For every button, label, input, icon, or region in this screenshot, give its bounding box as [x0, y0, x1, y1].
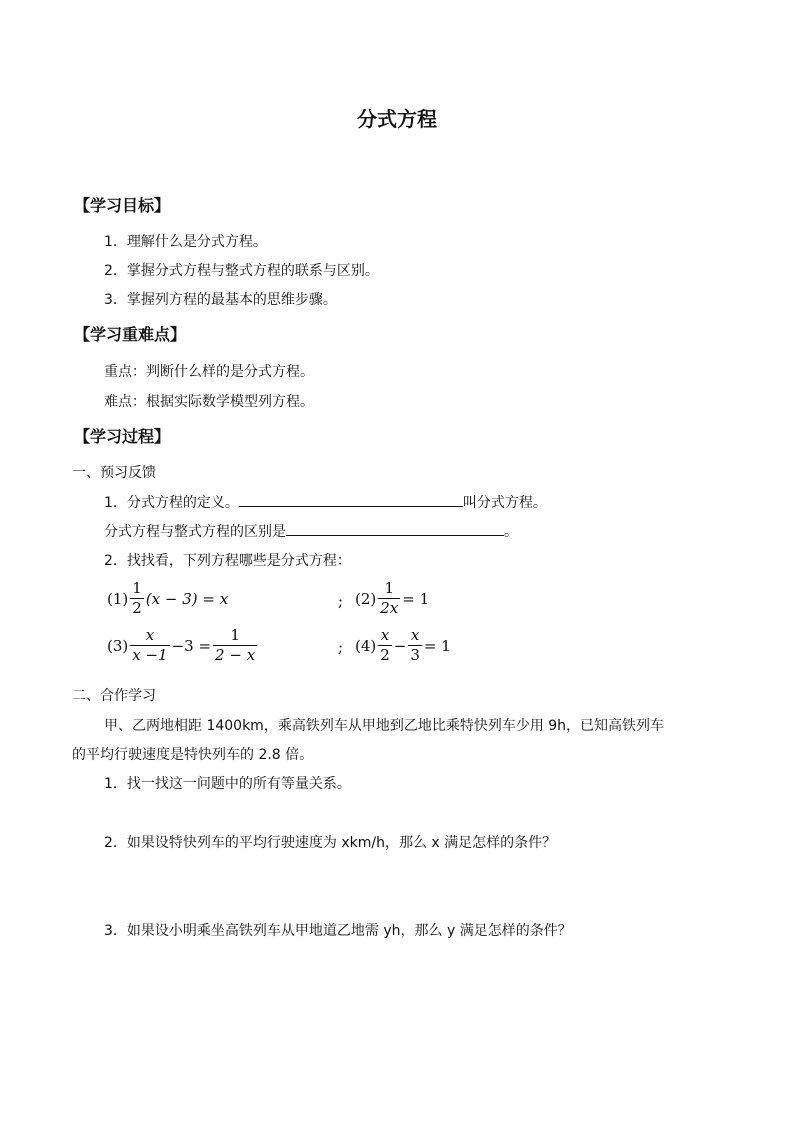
equation-4-rest: = 1 [423, 636, 451, 655]
equation-3-fraction-1 [130, 627, 169, 664]
definition-blank[interactable] [239, 492, 463, 507]
equation-2-fraction [378, 580, 400, 617]
denominator: 3 [410, 646, 420, 664]
denominator: 2x [380, 599, 399, 617]
process-heading: 【学习过程】 [74, 427, 171, 446]
equation-4-fraction-1 [378, 627, 392, 664]
goal-item-2: 2．掌握分式方程与整式方程的联系与区别。 [104, 263, 379, 279]
goals-heading: 【学习目标】 [74, 196, 171, 215]
question-1b-prefix: 分式方程与整式方程的区别是 [104, 524, 286, 540]
coop-question-1: 1．找一找这一问题中的所有等量关系。 [104, 776, 351, 792]
numerator: x [145, 626, 155, 644]
equation-1-label: (1) [107, 589, 129, 608]
denominator: 2 [132, 599, 142, 617]
equation-3-fraction-2 [213, 627, 257, 664]
equation-2-label: (2) [355, 589, 377, 608]
question-1 [104, 492, 547, 513]
equation-2-rest: = 1 [402, 589, 430, 608]
question-1b-suffix: 。 [504, 524, 518, 540]
equation-1 [106, 580, 229, 617]
key-point: 重点：判断什么样的是分式方程。 [104, 364, 314, 380]
equation-3-middle: −3 = [171, 636, 212, 655]
problem-line-2: 的平均行驶速度是特快列车的 2.8 倍。 [72, 747, 314, 763]
question-1-prefix: 1．分式方程的定义。 [104, 495, 239, 511]
question-1b [104, 521, 518, 542]
numerator: 1 [384, 579, 395, 597]
equation-1-rest: (x − 3) = x [145, 589, 229, 608]
coop-question-3: 3．如果设小明乘坐高铁列车从甲地道乙地需 yh，那么 y 满足怎样的条件？ [104, 923, 572, 939]
numerator: 1 [132, 579, 142, 597]
numerator: x [410, 626, 420, 644]
denominator: 2 [380, 646, 390, 664]
coop-question-2: 2．如果设特快列车的平均行驶速度为 xkm/h，那么 x 满足怎样的条件？ [104, 835, 557, 851]
denominator: x −1 [132, 646, 168, 664]
goal-item-1: 1．理解什么是分式方程。 [104, 234, 267, 250]
separator-1: ; [338, 592, 344, 610]
equation-4-middle: − [393, 636, 407, 655]
equation-4-fraction-2 [408, 627, 422, 664]
difference-blank[interactable] [286, 521, 504, 536]
keypoints-heading: 【学习重难点】 [74, 325, 187, 344]
question-2: 2．找找看，下列方程哪些是分式方程： [104, 553, 351, 569]
numerator: 1 [230, 626, 240, 644]
equation-4-label: (4) [355, 636, 377, 655]
numerator: x [380, 626, 390, 644]
page-title: 分式方程 [357, 107, 437, 131]
equation-4 [354, 627, 452, 664]
equation-3-label: (3) [107, 636, 129, 655]
section2-heading: 二、合作学习 [72, 688, 156, 704]
equation-1-fraction [130, 580, 144, 617]
difficult-point: 难点：根据实际数学模型列方程。 [104, 394, 314, 410]
equation-3 [106, 627, 258, 664]
separator-2: ; [338, 638, 344, 656]
denominator: 2 − x [215, 646, 256, 664]
equation-2 [354, 580, 430, 617]
section1-heading: 一、预习反馈 [72, 465, 156, 481]
problem-line-1: 甲、乙两地相距 1400km，乘高铁列车从甲地到乙地比乘特快列车少用 9h，已知高铁列车 [104, 718, 665, 734]
goal-item-3: 3．掌握列方程的最基本的思维步骤。 [104, 292, 337, 308]
question-1-suffix: 叫分式方程。 [462, 495, 547, 511]
